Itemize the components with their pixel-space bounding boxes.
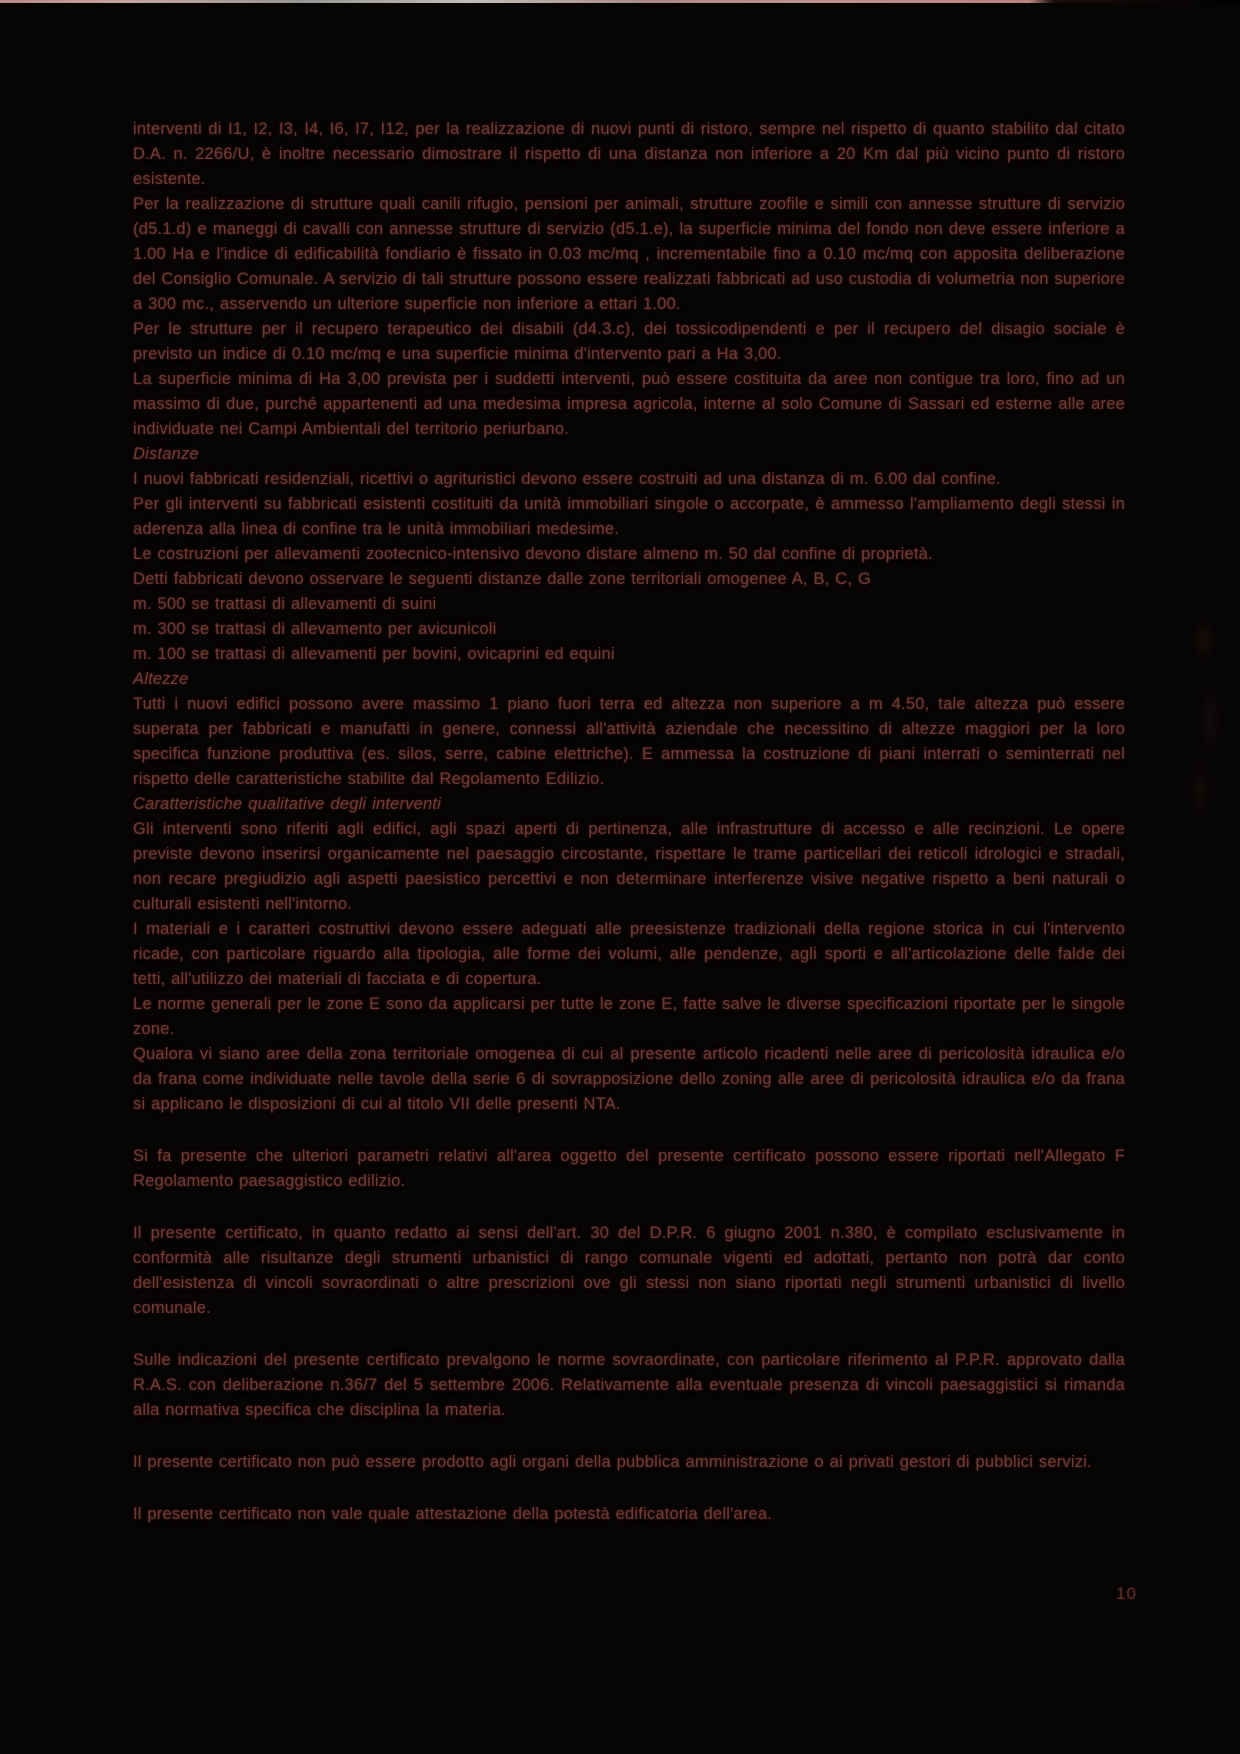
heading-caratteristiche-qualitative: Caratteristiche qualitative degli interventi: [133, 795, 442, 813]
paragraph-superficie-minima: La superficie minima di Ha 3,00 prevista per i suddetti interventi, può essere costituita da aree non contigue tra loro, fino ad un massimo di due, purché appartenenti ad una medesima impresa agricola, interne al solo Comune di Sassari ed esterne alle aree individuate nei Campi Ambientali del territorio periurbano.: [133, 370, 1125, 438]
list-item-distanza-avicunicoli: m. 300 se trattasi di allevamento per avicunicoli: [133, 620, 497, 638]
paragraph-pericolosita-idraulica: Qualora vi siano aree della zona territoriale omogenea di cui al presente articolo ricadenti nelle aree di pericolosità idraulica e/o da frana come individuate nelle tavole della serie 6 di sovrapposizione dello zoning alle aree di pericolosità idraulica e/o da frana si applicano le disposizioni di cui al titolo VII delle presenti NTA.: [133, 1045, 1125, 1113]
list-item-distanza-suini: m. 500 se trattasi di allevamenti di suini: [133, 595, 437, 613]
scan-edge-artifact: [0, 0, 1240, 3]
paragraph-potesta-edificatoria: Il presente certificato non vale quale attestazione della potestà edificatoria dell'area.: [133, 1505, 773, 1523]
paragraph-pubblica-amministrazione: Il presente certificato non può essere prodotto agli organi della pubblica amministrazione o ai privati gestori di pubblici servizi.: [133, 1453, 1092, 1471]
paragraph-distanze-zone-omogenee: Detti fabbricati devono osservare le seguenti distanze dalle zone territoriali omogenee A, B, C, G: [133, 570, 871, 588]
paragraph-dpr-380: Il presente certificato, in quanto redatto ai sensi dell'art. 30 del D.P.R. 6 giugno 2001 n.380, è compilato esclusivamente in conformità alle risultanze degli strumenti urbanistici di rango comunale vigenti ed adottati, pertanto non potrà dar conto dell'esistenza di vincoli sovraordinati o altre prescrizioni ove gli stessi non siano riportati negli strumenti urbanistici di livello comunale.: [133, 1224, 1125, 1317]
heading-altezze: Altezze: [133, 670, 189, 688]
paragraph-ristoro-interventi: interventi di I1, I2, I3, I4, I6, I7, I12, per la realizzazione di nuovi punti di ristoro, sempre nel rispetto di quanto stabilito dal citato D.A. n. 2266/U, è inoltre necessario dimostrare il rispetto di una distanza non inferiore a 20 Km dal più vicino punto di ristoro esistente.: [133, 120, 1125, 188]
paragraph-interventi-paesaggio: Gli interventi sono riferiti agli edifici, agli spazi aperti di pertinenza, alle infrastrutture di accesso e alle recinzioni. Le opere previste devono inserirsi organicamente nel paesaggio circostante, rispettare le trame particellari dei reticoli idrologici e stradali, non recare pregiudizio agli aspetti paesistico percettivi e non determinare interferenze visive negative rispetto a beni naturali o culturali esistenti nell'intorno.: [133, 820, 1125, 913]
paragraph-ampliamento-aderenza: Per gli interventi su fabbricati esistenti costituiti da unità immobiliari singole o accorpate, è ammesso l'ampliamento degli stessi in aderenza alla linea di confine tra le unità immobiliari medesime.: [133, 495, 1125, 538]
document-text-block: [133, 117, 1125, 1527]
paragraph-distanza-confine: I nuovi fabbricati residenziali, ricettivi o agrituristici devono essere costruiti ad una distanza di m. 6.00 dal confine.: [133, 470, 1001, 488]
paragraph-allegato-f: Si fa presente che ulteriori parametri relativi all'area oggetto del presente certificato possono essere riportati nell'Allegato F Regolamento paesaggistico edilizio.: [133, 1147, 1125, 1190]
heading-distanze: Distanze: [133, 445, 199, 463]
list-item-distanza-bovini: m. 100 se trattasi di allevamenti per bovini, ovicaprini ed equini: [133, 645, 615, 663]
scan-smudge-artifact: [1178, 595, 1232, 835]
paragraph-norme-zone-e: Le norme generali per le zone E sono da applicarsi per tutte le zone E, fatte salve le diverse specificazioni riportate per le singole zone.: [133, 995, 1125, 1038]
paragraph-canili-maneggi: Per la realizzazione di strutture quali canili rifugio, pensioni per animali, strutture zoofile e simili con annesse strutture di servizio (d5.1.d) e maneggi di cavalli con annesse strutture di servizio (d5.1.e), la superficie minima del fondo non deve essere inferiore a 1.00 Ha e l'indice di edificabilità fondiario è fissato in 0.03 mc/mq , incrementabile fino a 0.10 mc/mq con apposita deliberazione del Consiglio Comunale. A servizio di tali strutture possono essere realizzati fabbricati ad uso custodia di volumetria non superiore a 300 mc., asservendo un ulteriore superficie non inferiore a ettari 1.00.: [133, 195, 1126, 313]
paragraph-materiali-costruttivi: I materiali e i caratteri costruttivi devono essere adeguati alle preesistenze tradizionali della regione storica in cui l'intervento ricade, con particolare riguardo alla tipologia, alle forme dei volumi, alle pendenze, agli sporti e all'articolazione delle falde dei tetti, all'utilizzo dei materiali di facciata e di copertura.: [133, 920, 1125, 988]
paragraph-recupero-terapeutico: Per le strutture per il recupero terapeutico dei disabili (d4.3.c), dei tossicodipendenti e per il recupero del disagio sociale è previsto un indice di 0.10 mc/mq e una superficie minima d'intervento pari a Ha 3,00.: [133, 320, 1125, 363]
page-number: 10: [1116, 1584, 1137, 1603]
paragraph-altezza-edifici: Tutti i nuovi edifici possono avere massimo 1 piano fuori terra ed altezza non superiore a m 4.50, tale altezza può essere superata per fabbricati e manufatti in genere, connessi all'attività aziendale che necessitino di altezze maggiori per la loro specifica funzione produttiva (es. silos, serre, cabine elettriche). E ammessa la costruzione di piani interrati o seminterrati nel rispetto delle caratteristiche stabilite dal Regolamento Edilizio.: [133, 695, 1125, 788]
paragraph-allevamenti-zootecnico: Le costruzioni per allevamenti zootecnico-intensivo devono distare almeno m. 50 dal confine di proprietà.: [133, 545, 933, 563]
paragraph-ppr-ras: Sulle indicazioni del presente certificato prevalgono le norme sovraordinate, con particolare riferimento al P.P.R. approvato dalla R.A.S. con deliberazione n.36/7 del 5 settembre 2006. Relativamente alla eventuale presenza di vincoli paesaggistici si rimanda alla normativa specifica che disciplina la materia.: [133, 1351, 1125, 1419]
